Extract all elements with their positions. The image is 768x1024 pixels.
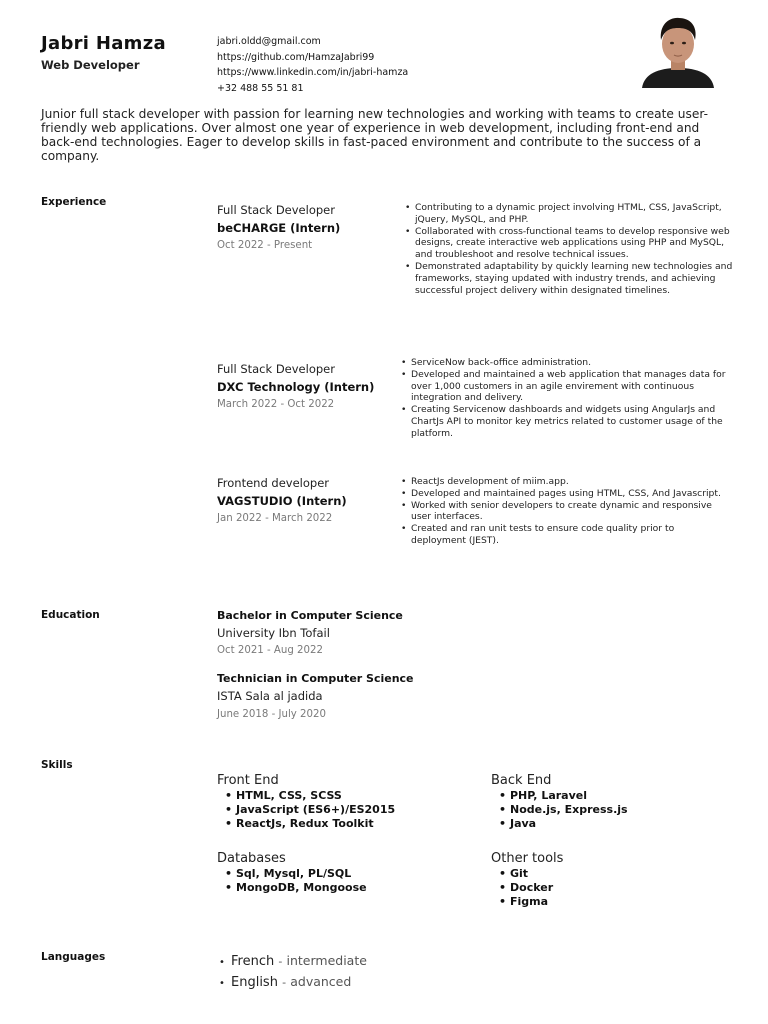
- language-item: [219, 974, 351, 990]
- skill-group-title: Back End: [491, 773, 552, 788]
- language-separator: -: [282, 976, 287, 989]
- skill-item: • Git: [491, 867, 553, 881]
- job-bullet: • Created and ran unit tests to ensure code quality prior to deployment (JEST).: [400, 523, 730, 547]
- job-bullet: • Contributing to a dynamic project involving HTML, CSS, JavaScript, jQuery, MySQL, and PHP.: [404, 202, 734, 226]
- skill-item: • ReactJs, Redux Toolkit: [217, 817, 395, 831]
- job-bullet: • Demonstrated adaptability by quickly learning new technologies and frameworks, staying updated with industry trends, and achieving successful project delivery within designated timelines.: [404, 261, 734, 296]
- job-bullet: • Collaborated with cross-functional teams to develop responsive web designs, create interactive web applications using PHP and MySQL, and troubleshoot and resolve technical issues.: [404, 226, 734, 261]
- education-school: University Ibn Tofail: [217, 626, 330, 640]
- job-bullet: • ReactJs development of miim.app.: [400, 476, 730, 488]
- contact-phone: +32 488 55 51 81: [217, 82, 304, 94]
- section-title-experience: Experience: [41, 196, 107, 208]
- job-company: DXC Technology (Intern): [217, 380, 375, 394]
- job-bullets: [404, 202, 734, 296]
- skill-group-title: Front End: [217, 773, 279, 788]
- skill-item: • PHP, Laravel: [491, 789, 628, 803]
- profile-photo: [638, 14, 718, 88]
- job-title: Frontend developer: [217, 476, 329, 490]
- section-title-skills: Skills: [41, 759, 73, 771]
- job-dates: Jan 2022 - March 2022: [217, 513, 333, 524]
- skill-item: • Figma: [491, 895, 553, 909]
- language-item: [219, 953, 367, 969]
- job-bullet: • Developed and maintained pages using HTML, CSS, And Javascript.: [400, 488, 730, 500]
- education-dates: Oct 2021 - Aug 2022: [217, 645, 323, 656]
- profile-summary: Junior full stack developer with passion for learning new technologies and working with teams to create user-friendly web applications. Over almost one year of experience in web development, including front-end and back-end technologies. Eager to develop skills in fast-paced environment and contribute to the success of a company.: [41, 107, 708, 163]
- skill-item: • HTML, CSS, SCSS: [217, 789, 395, 803]
- skill-item: • Node.js, Express.js: [491, 803, 628, 817]
- job-company: VAGSTUDIO (Intern): [217, 494, 347, 508]
- skill-group-list: [491, 867, 553, 909]
- job-bullet: • ServiceNow back-office administration.: [400, 357, 734, 369]
- job-title: Full Stack Developer: [217, 362, 335, 376]
- contact-block: [217, 34, 408, 96]
- skill-group-list: [491, 789, 628, 831]
- skill-item: • JavaScript (ES6+)/ES2015: [217, 803, 395, 817]
- skill-item: • MongoDB, Mongoose: [217, 881, 367, 895]
- education-school: ISTA Sala al jadida: [217, 689, 323, 703]
- section-title-education: Education: [41, 609, 100, 621]
- job-bullet: • Creating Servicenow dashboards and widgets using AngularJs and ChartJs API to monitor key metrics related to customer usage of the platform.: [400, 404, 734, 439]
- skill-group-title: Databases: [217, 851, 286, 866]
- skill-item: • Docker: [491, 881, 553, 895]
- language-level: advanced: [290, 974, 352, 989]
- job-company: beCHARGE (Intern): [217, 221, 341, 235]
- section-title-languages: Languages: [41, 951, 106, 963]
- job-bullet: • Developed and maintained a web application that manages data for over 1,000 customers in an agile envirement with continuous integration and delivery.: [400, 369, 734, 404]
- contact-github[interactable]: https://github.com/HamzaJabri99: [217, 51, 375, 63]
- language-name: English: [231, 975, 278, 990]
- job-dates: Oct 2022 - Present: [217, 240, 313, 251]
- candidate-role: Web Developer: [41, 58, 140, 72]
- bullet-dot: •: [219, 957, 225, 968]
- skill-group-list: [217, 867, 367, 895]
- job-bullets: [400, 357, 734, 440]
- candidate-name: Jabri Hamza: [41, 33, 166, 54]
- job-bullets: [400, 476, 730, 547]
- language-name: French: [231, 954, 275, 969]
- job-title: Full Stack Developer: [217, 203, 335, 217]
- education-degree: Bachelor in Computer Science: [217, 609, 403, 622]
- skill-item: • Sql, Mysql, PL/SQL: [217, 867, 367, 881]
- contact-linkedin[interactable]: https://www.linkedin.com/in/jabri-hamza: [217, 67, 409, 78]
- job-dates: March 2022 - Oct 2022: [217, 399, 335, 410]
- language-separator: -: [278, 955, 283, 968]
- bullet-dot: •: [219, 978, 225, 989]
- contact-email[interactable]: jabri.oldd@gmail.com: [217, 36, 321, 47]
- job-bullet: • Worked with senior developers to create dynamic and responsive user interfaces.: [400, 500, 730, 524]
- skill-item: • Java: [491, 817, 628, 831]
- education-degree: Technician in Computer Science: [217, 672, 414, 685]
- skill-group-list: [217, 789, 395, 831]
- language-level: intermediate: [286, 953, 367, 968]
- education-dates: June 2018 - July 2020: [217, 709, 326, 720]
- skill-group-title: Other tools: [491, 851, 564, 866]
